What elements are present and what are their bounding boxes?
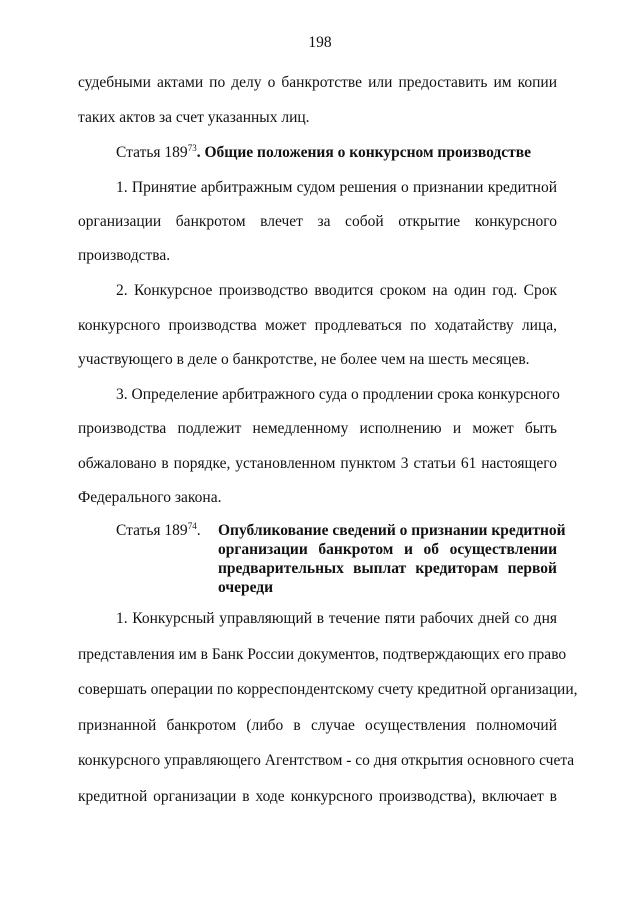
article-title: . Общие положения о конкурсном производстве	[196, 144, 532, 161]
article-heading-label	[116, 521, 201, 541]
paragraph-line: обжаловано в порядке, установленном пунктом 3 статьи 61 настоящего	[78, 455, 557, 472]
paragraph-line: представления им в Банк России документов, подтверждающих его право	[78, 646, 567, 663]
page-number: 198	[308, 34, 332, 51]
article-title-line: предварительных выплат кредиторам первой	[218, 560, 557, 577]
paragraph-line: 3. Определение арбитражного суда о продлении срока конкурсного	[116, 386, 560, 403]
paragraph-line: 1. Конкурсный управляющий в течение пяти рабочих дней со дня	[116, 610, 557, 627]
paragraph-line: производства подлежит немедленному исполнению и может быть	[78, 420, 557, 437]
paragraph-line: конкурсного управляющего Агентством - со дня открытия основного счета	[78, 752, 575, 769]
article-heading	[116, 143, 531, 163]
paragraph-line: конкурсного производства может продлеваться по ходатайству лица,	[78, 317, 557, 334]
paragraph-line: Федерального закона.	[78, 489, 222, 506]
article-number-dot: .	[196, 522, 201, 539]
paragraph-line: судебными актами по делу о банкротстве или предоставить им копии	[78, 74, 557, 91]
paragraph-line: 1. Принятие арбитражным судом решения о признании кредитной	[116, 179, 557, 196]
paragraph-line: участвующего в деле о банкротстве, не более чем на шесть месяцев.	[78, 351, 530, 368]
paragraph-line: производства.	[78, 247, 171, 264]
paragraph-line: таких актов за счет указанных лиц.	[78, 109, 310, 126]
paragraph-line: признанной банкротом (либо в случае осуществления полномочий	[78, 717, 557, 734]
article-number: Статья 189	[116, 522, 188, 539]
article-title-line: очереди	[218, 579, 274, 596]
article-superscript: 73	[187, 142, 197, 153]
paragraph-line: организации банкротом влечет за собой открытие конкурсного	[78, 213, 557, 230]
article-title	[218, 521, 566, 597]
article-title-line: организации банкротом и об осуществлении	[218, 541, 557, 558]
paragraph-line: совершать операции по корреспондентскому счету кредитной организации,	[78, 681, 578, 698]
article-title-line: Опубликование сведений о признании кредитной	[218, 522, 566, 539]
paragraph-line: кредитной организации в ходе конкурсного производства), включает в	[78, 788, 557, 805]
article-superscript: 74	[187, 520, 197, 531]
article-number: Статья 189	[116, 144, 188, 161]
paragraph-line: 2. Конкурсное производство вводится сроком на один год. Срок	[116, 282, 557, 299]
